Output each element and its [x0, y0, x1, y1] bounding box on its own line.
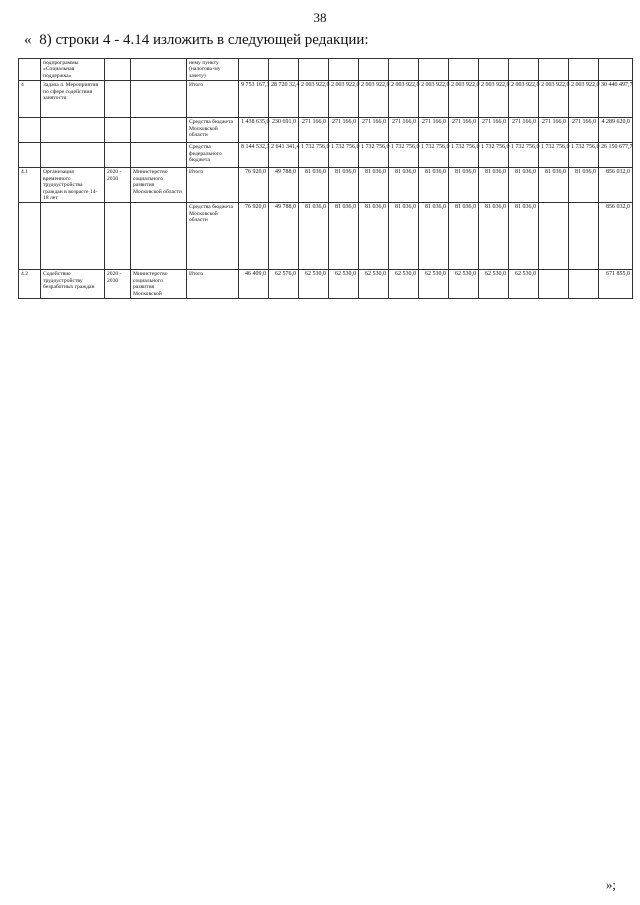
- header-cell: [599, 59, 633, 81]
- row-source-cell: Средства бюджета Московской области: [187, 118, 239, 143]
- header-cell: [479, 59, 509, 81]
- row-term-cell: [105, 143, 131, 168]
- row-value-cell: 1 438 635,0: [239, 118, 269, 143]
- row-value-cell: 2 003 922,0: [569, 81, 599, 118]
- row-value-cell: 62 576,0: [269, 270, 299, 299]
- row-value-cell: 2 003 922,0: [389, 81, 419, 118]
- program-table: [18, 58, 633, 299]
- row-value-cell: 1 732 756,0: [359, 143, 389, 168]
- row-value-cell: 2 003 922,0: [509, 81, 539, 118]
- row-value-cell: [569, 270, 599, 299]
- header-cell: [269, 59, 299, 81]
- header-cell: [299, 59, 329, 81]
- row-value-cell: 8 144 532,3: [239, 143, 269, 168]
- row-value-cell: 81 036,0: [389, 203, 419, 270]
- row-value-cell: 671 855,0: [599, 270, 633, 299]
- row-value-cell: 1 732 756,0: [389, 143, 419, 168]
- header-cell: нему пункту (налогово-му зачету): [187, 59, 239, 81]
- row-value-cell: 81 036,0: [389, 168, 419, 203]
- amendment-heading-text: 8) строки 4 - 4.14 изложить в следующей редакции:: [39, 32, 369, 48]
- row-value-cell: 2 003 922,0: [299, 81, 329, 118]
- header-cell: [19, 59, 41, 81]
- row-value-cell: 81 036,0: [509, 168, 539, 203]
- header-cell: [449, 59, 479, 81]
- row-value-cell: 2 641 341,4: [269, 143, 299, 168]
- row-value-cell: 28 720 32,4: [269, 81, 299, 118]
- row-value-cell: 1 732 756,0: [329, 143, 359, 168]
- header-cell: [569, 59, 599, 81]
- row-value-cell: 62 530,0: [449, 270, 479, 299]
- row-name-cell: Задача 4. Мероприятия по сфере содействия занятости: [41, 81, 105, 118]
- header-cell: [539, 59, 569, 81]
- table-row: [19, 81, 633, 118]
- row-code-cell: [19, 118, 41, 143]
- row-value-cell: [569, 203, 599, 270]
- row-value-cell: 1 732 756,0: [539, 143, 569, 168]
- row-value-cell: 81 036,0: [359, 203, 389, 270]
- row-value-cell: 1 732 756,0: [509, 143, 539, 168]
- row-value-cell: 81 036,0: [359, 168, 389, 203]
- row-value-cell: 271 166,0: [479, 118, 509, 143]
- row-source-cell: Средства бюджета Московской области: [187, 203, 239, 270]
- header-cell: подпрограммы «Социальная поддержка»: [41, 59, 105, 81]
- row-value-cell: 271 166,0: [419, 118, 449, 143]
- row-value-cell: 1 732 756,0: [569, 143, 599, 168]
- row-value-cell: 2 003 922,0: [419, 81, 449, 118]
- row-term-cell: 2020 - 2030: [105, 168, 131, 203]
- row-value-cell: 9 753 167,3: [239, 81, 269, 118]
- header-cell: [105, 59, 131, 81]
- header-cell: [131, 59, 187, 81]
- row-value-cell: 271 166,0: [569, 118, 599, 143]
- row-value-cell: 62 530,0: [299, 270, 329, 299]
- row-value-cell: 49 788,0: [269, 203, 299, 270]
- row-executor-cell: [131, 203, 187, 270]
- row-value-cell: 30 440 497,7: [599, 81, 633, 118]
- row-value-cell: 271 166,0: [329, 118, 359, 143]
- row-source-cell: Средства федерального бюджета: [187, 143, 239, 168]
- row-value-cell: 62 530,0: [389, 270, 419, 299]
- header-cell: [389, 59, 419, 81]
- table-row: [19, 118, 633, 143]
- row-name-cell: Содействие трудоустройству безработных граждан: [41, 270, 105, 299]
- row-value-cell: 1 732 756,0: [419, 143, 449, 168]
- row-value-cell: 81 036,0: [299, 168, 329, 203]
- row-value-cell: 856 032,0: [599, 203, 633, 270]
- row-code-cell: 4: [19, 81, 41, 118]
- row-value-cell: 62 530,0: [479, 270, 509, 299]
- row-executor-cell: Министерство социального развития Московской: [131, 270, 187, 299]
- row-source-cell: Итого: [187, 270, 239, 299]
- row-name-cell: [41, 203, 105, 270]
- row-value-cell: 271 166,0: [449, 118, 479, 143]
- table-body: [19, 81, 633, 299]
- row-value-cell: [539, 270, 569, 299]
- header-cell: [239, 59, 269, 81]
- row-executor-cell: Министерство социального развития Московской области: [131, 168, 187, 203]
- row-value-cell: 230 691,0: [269, 118, 299, 143]
- row-value-cell: 1 732 756,0: [449, 143, 479, 168]
- row-value-cell: 271 166,0: [299, 118, 329, 143]
- header-cell: [419, 59, 449, 81]
- row-code-cell: 4.2: [19, 270, 41, 299]
- row-source-cell: Итого: [187, 81, 239, 118]
- row-value-cell: 26 150 677,7: [599, 143, 633, 168]
- header-cell: [329, 59, 359, 81]
- row-name-cell: Организация временного трудоустройства граждан в возрасте 14-18 лет: [41, 168, 105, 203]
- row-code-cell: [19, 203, 41, 270]
- table-header-row: [19, 59, 633, 81]
- row-value-cell: 81 036,0: [449, 203, 479, 270]
- row-value-cell: [539, 203, 569, 270]
- row-source-cell: Итого: [187, 168, 239, 203]
- row-value-cell: 81 036,0: [479, 203, 509, 270]
- row-value-cell: 81 036,0: [419, 168, 449, 203]
- row-term-cell: [105, 81, 131, 118]
- row-code-cell: [19, 143, 41, 168]
- row-value-cell: 76 920,0: [239, 203, 269, 270]
- row-value-cell: 62 530,0: [419, 270, 449, 299]
- header-cell: [359, 59, 389, 81]
- row-value-cell: 62 530,0: [509, 270, 539, 299]
- row-value-cell: 62 530,0: [359, 270, 389, 299]
- row-value-cell: 81 036,0: [479, 168, 509, 203]
- row-value-cell: 2 003 922,0: [359, 81, 389, 118]
- row-value-cell: 2 003 922,0: [479, 81, 509, 118]
- row-name-cell: [41, 118, 105, 143]
- row-value-cell: 46 409,0: [239, 270, 269, 299]
- row-value-cell: 271 166,0: [539, 118, 569, 143]
- row-value-cell: 76 920,0: [239, 168, 269, 203]
- opening-quote: «: [24, 32, 32, 48]
- row-value-cell: 2 003 922,0: [329, 81, 359, 118]
- header-cell: [509, 59, 539, 81]
- row-value-cell: 81 036,0: [419, 203, 449, 270]
- page-number: 38: [313, 10, 327, 25]
- row-name-cell: [41, 143, 105, 168]
- row-value-cell: 271 166,0: [509, 118, 539, 143]
- table-row: [19, 168, 633, 203]
- row-value-cell: 4 289 620,0: [599, 118, 633, 143]
- row-term-cell: 2020 - 2030: [105, 270, 131, 299]
- row-value-cell: 81 036,0: [509, 203, 539, 270]
- row-value-cell: 81 036,0: [449, 168, 479, 203]
- row-value-cell: 62 530,0: [329, 270, 359, 299]
- row-value-cell: 81 036,0: [539, 168, 569, 203]
- row-code-cell: 4.1: [19, 168, 41, 203]
- amendment-heading: [24, 32, 369, 49]
- table-row: [19, 270, 633, 299]
- row-value-cell: 271 166,0: [359, 118, 389, 143]
- row-value-cell: 49 788,0: [269, 168, 299, 203]
- row-executor-cell: [131, 118, 187, 143]
- row-value-cell: 2 003 922,0: [539, 81, 569, 118]
- row-value-cell: 1 732 756,0: [299, 143, 329, 168]
- row-value-cell: 81 036,0: [569, 168, 599, 203]
- program-table-wrapper: [18, 58, 633, 878]
- row-value-cell: 2 003 922,0: [449, 81, 479, 118]
- table-row: [19, 143, 633, 168]
- row-term-cell: [105, 118, 131, 143]
- row-value-cell: 81 036,0: [299, 203, 329, 270]
- row-executor-cell: [131, 81, 187, 118]
- row-term-cell: [105, 203, 131, 270]
- row-value-cell: 271 166,0: [389, 118, 419, 143]
- row-executor-cell: [131, 143, 187, 168]
- table-row: [19, 203, 633, 270]
- row-value-cell: 856 032,0: [599, 168, 633, 203]
- closing-quote: »;: [605, 877, 616, 892]
- row-value-cell: 81 036,0: [329, 168, 359, 203]
- row-value-cell: 81 036,0: [329, 203, 359, 270]
- row-value-cell: 1 732 756,0: [479, 143, 509, 168]
